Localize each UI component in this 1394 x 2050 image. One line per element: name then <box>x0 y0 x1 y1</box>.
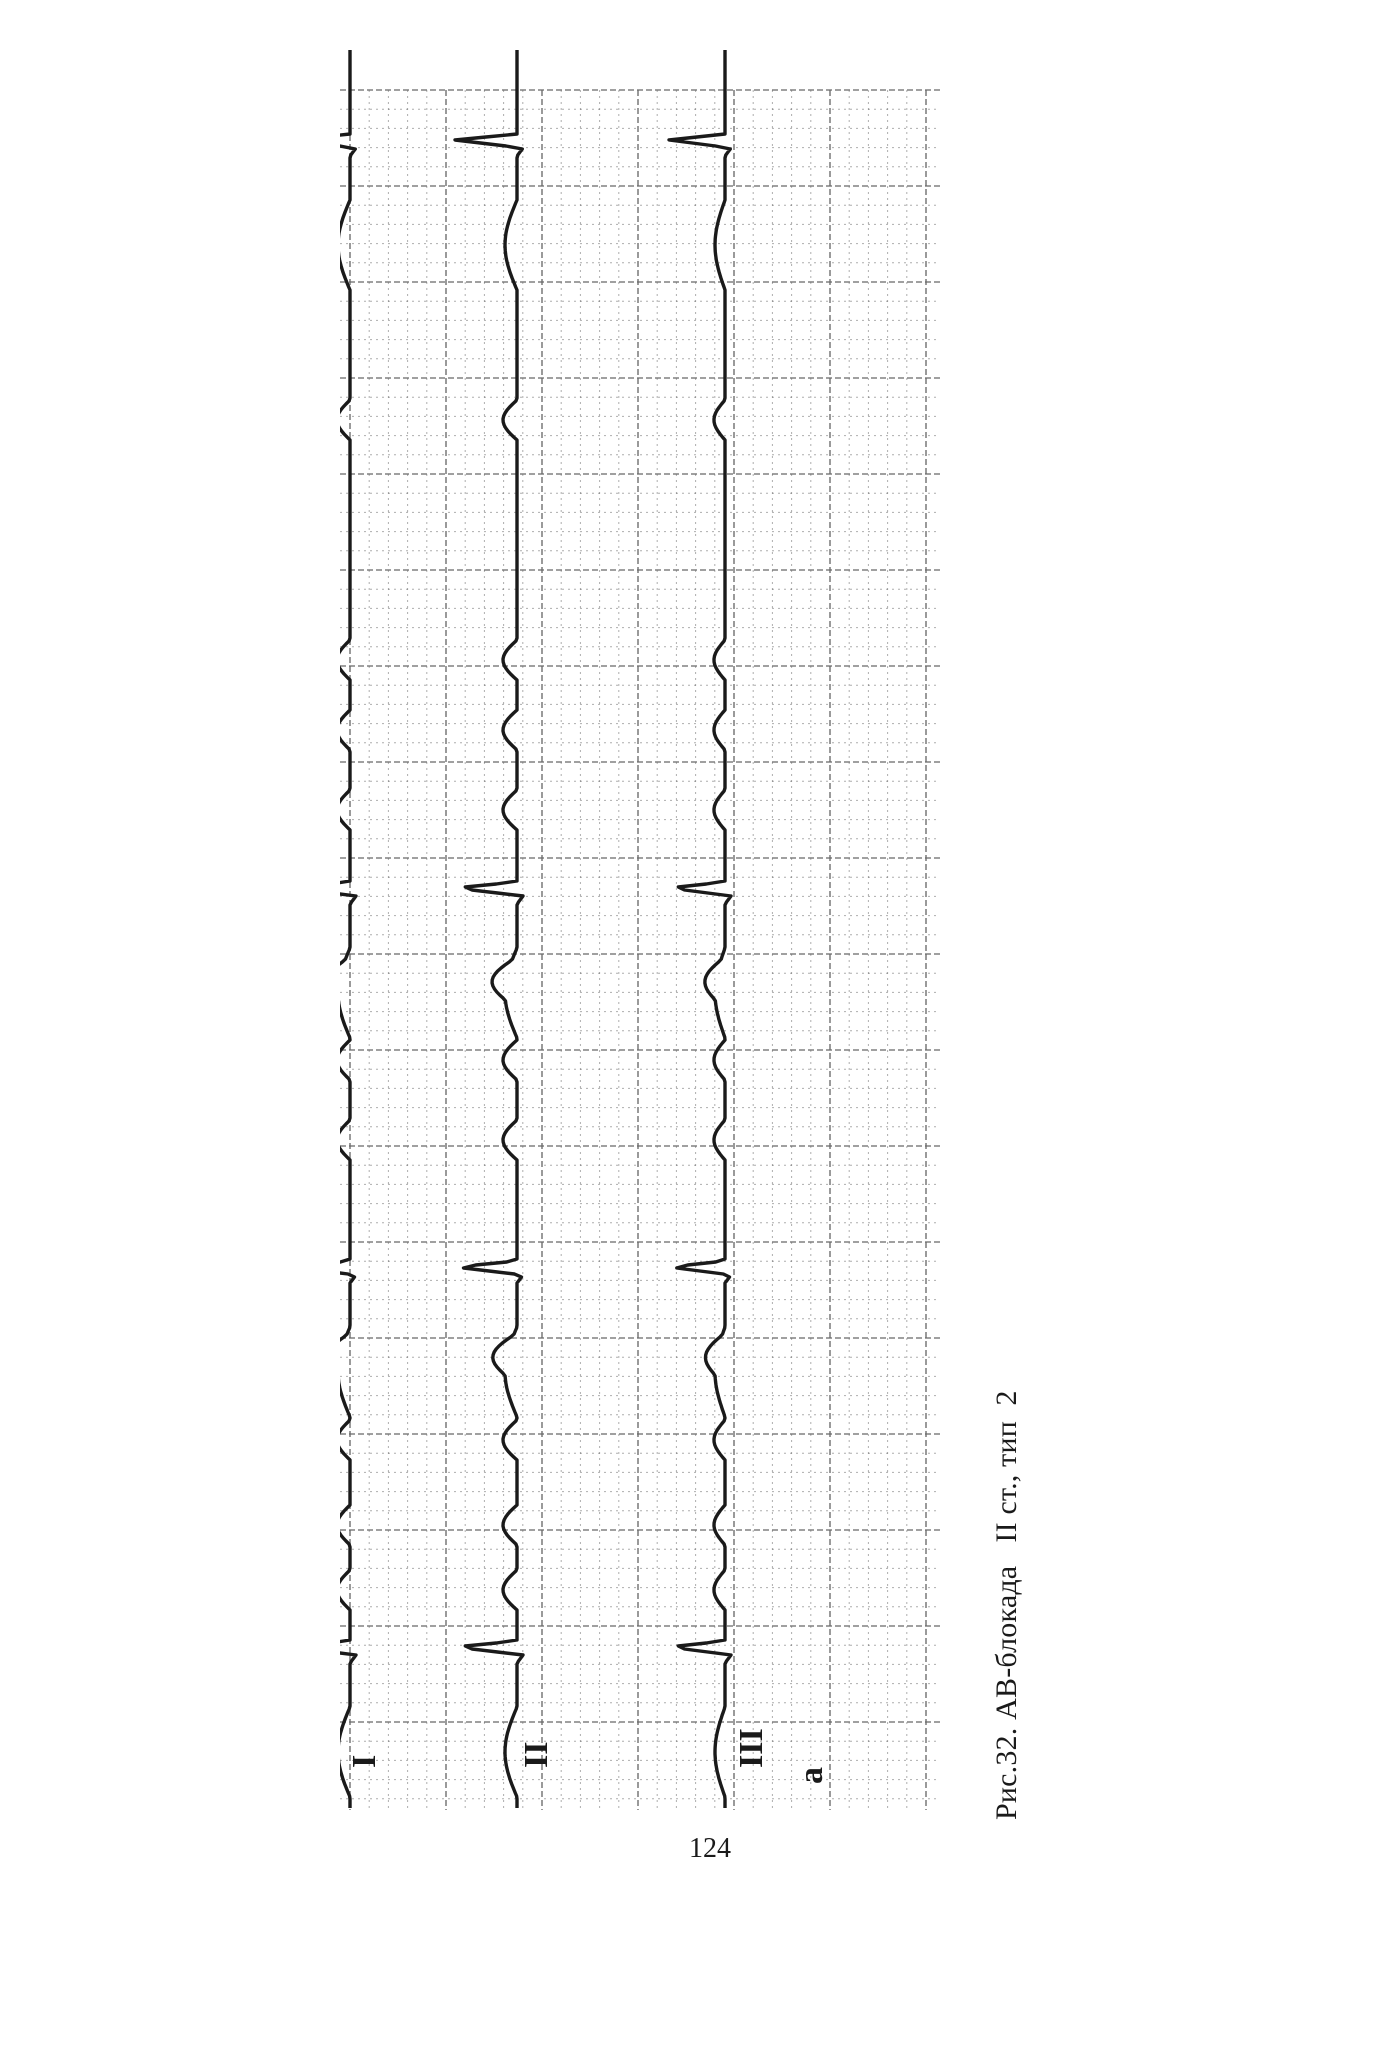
figure-caption: Рис.32. АВ-блокада II ст., тип 2 <box>990 1390 1023 1820</box>
ecg-strip <box>340 50 960 1825</box>
ecg-trace-lead-3 <box>669 50 731 1808</box>
ecg-lead-labels <box>346 1728 830 1784</box>
lead-label-1: I <box>346 1754 383 1768</box>
page-number: 124 <box>689 1833 731 1864</box>
ecg-trace-lead-1 <box>340 50 356 1808</box>
lead-label-2: II <box>518 1741 555 1768</box>
lead-label-3: III <box>733 1728 770 1768</box>
marker-label: a <box>793 1767 830 1784</box>
ecg-traces <box>340 50 731 1808</box>
ecg-grid <box>340 90 940 1810</box>
ecg-figure <box>340 50 960 1825</box>
